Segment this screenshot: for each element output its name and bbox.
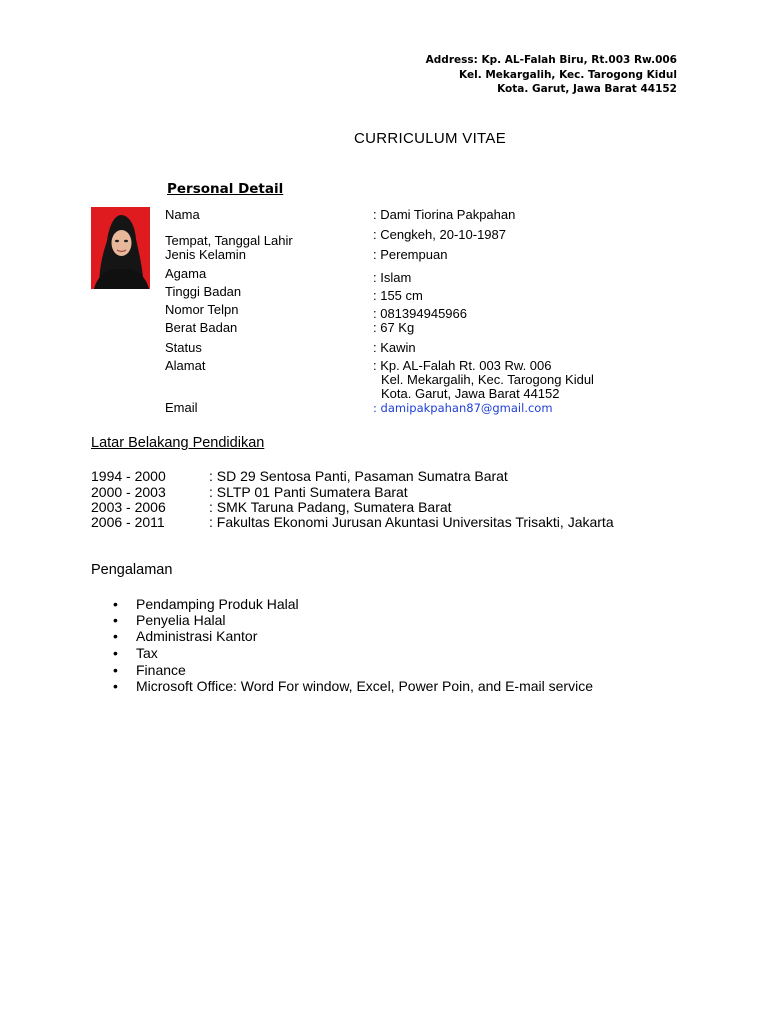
bullet-icon: • — [113, 612, 118, 628]
experience-item: Pendamping Produk Halal — [136, 596, 299, 612]
label-tinggi-badan: Tinggi Badan — [165, 284, 242, 299]
label-tempat-tanggal-lahir: Tempat, Tanggal Lahir — [165, 233, 293, 248]
experience-item: Administrasi Kantor — [136, 628, 258, 644]
experience-heading: Pengalaman — [91, 562, 173, 578]
bullet-icon: • — [113, 645, 118, 661]
label-agama: Agama — [165, 266, 207, 281]
education-desc: : SLTP 01 Panti Sumatera Barat — [209, 484, 408, 500]
education-years: 2006 - 2011 — [91, 514, 165, 530]
education-years: 1994 - 2000 — [91, 468, 166, 484]
personal-detail-heading: Personal Detail — [167, 181, 284, 197]
value-jenis-kelamin: : Perempuan — [373, 247, 448, 262]
email-colon: : — [373, 401, 381, 415]
label-email: Email — [165, 400, 198, 415]
portrait-photo — [91, 207, 150, 289]
label-alamat: Alamat — [165, 358, 206, 373]
value-tinggi-badan: : 155 cm — [373, 288, 423, 303]
value-status: : Kawin — [373, 340, 416, 355]
value-alamat-line-2: Kel. Mekargalih, Kec. Tarogong Kidul — [381, 372, 594, 387]
email-link[interactable]: damipakpahan87@gmail.com — [380, 401, 553, 415]
experience-item: Penyelia Halal — [136, 612, 226, 628]
education-years: 2000 - 2003 — [91, 484, 166, 500]
label-berat-badan: Berat Badan — [165, 320, 238, 335]
value-agama: : Islam — [373, 270, 412, 285]
label-jenis-kelamin: Jenis Kelamin — [165, 247, 246, 262]
value-nama: : Dami Tiorina Pakpahan — [373, 207, 516, 222]
education-desc: : SMK Taruna Padang, Sumatera Barat — [209, 499, 452, 515]
value-alamat-line-3: Kota. Garut, Jawa Barat 44152 — [381, 386, 560, 401]
value-nomor-telpn: : 081394945966 — [373, 306, 467, 321]
value-berat-badan: : 67 Kg — [373, 320, 415, 335]
bullet-icon: • — [113, 662, 118, 678]
experience-item: Finance — [136, 662, 186, 678]
education-desc: : SD 29 Sentosa Panti, Pasaman Sumatra Barat — [209, 468, 508, 484]
label-nomor-telpn: Nomor Telpn — [165, 302, 239, 317]
value-alamat-line-1: : Kp. AL-Falah Rt. 003 Rw. 006 — [373, 358, 552, 373]
education-heading: Latar Belakang Pendidikan — [91, 435, 265, 451]
bullet-icon: • — [113, 678, 118, 694]
experience-item: Microsoft Office: Word For window, Excel, Power Poin, and E-mail service — [136, 678, 593, 694]
label-nama: Nama — [165, 207, 200, 222]
education-desc: : Fakultas Ekonomi Jurusan Akuntasi Universitas Trisakti, Jakarta — [209, 514, 614, 530]
bullet-icon: • — [113, 596, 118, 612]
bullet-icon: • — [113, 628, 118, 644]
address-line-1: Address: Kp. AL-Falah Biru, Rt.003 Rw.006 — [425, 54, 677, 66]
education-years: 2003 - 2006 — [91, 499, 166, 515]
document-title: CURRICULUM VITAE — [353, 130, 507, 147]
experience-item: Tax — [136, 645, 158, 661]
address-line-2: Kel. Mekargalih, Kec. Tarogong Kidul — [459, 69, 677, 81]
value-email[interactable] — [373, 401, 553, 415]
address-line-3: Kota. Garut, Jawa Barat 44152 — [497, 83, 677, 95]
label-status: Status — [165, 340, 202, 355]
value-tempat-tanggal-lahir: : Cengkeh, 20-10-1987 — [373, 227, 506, 242]
